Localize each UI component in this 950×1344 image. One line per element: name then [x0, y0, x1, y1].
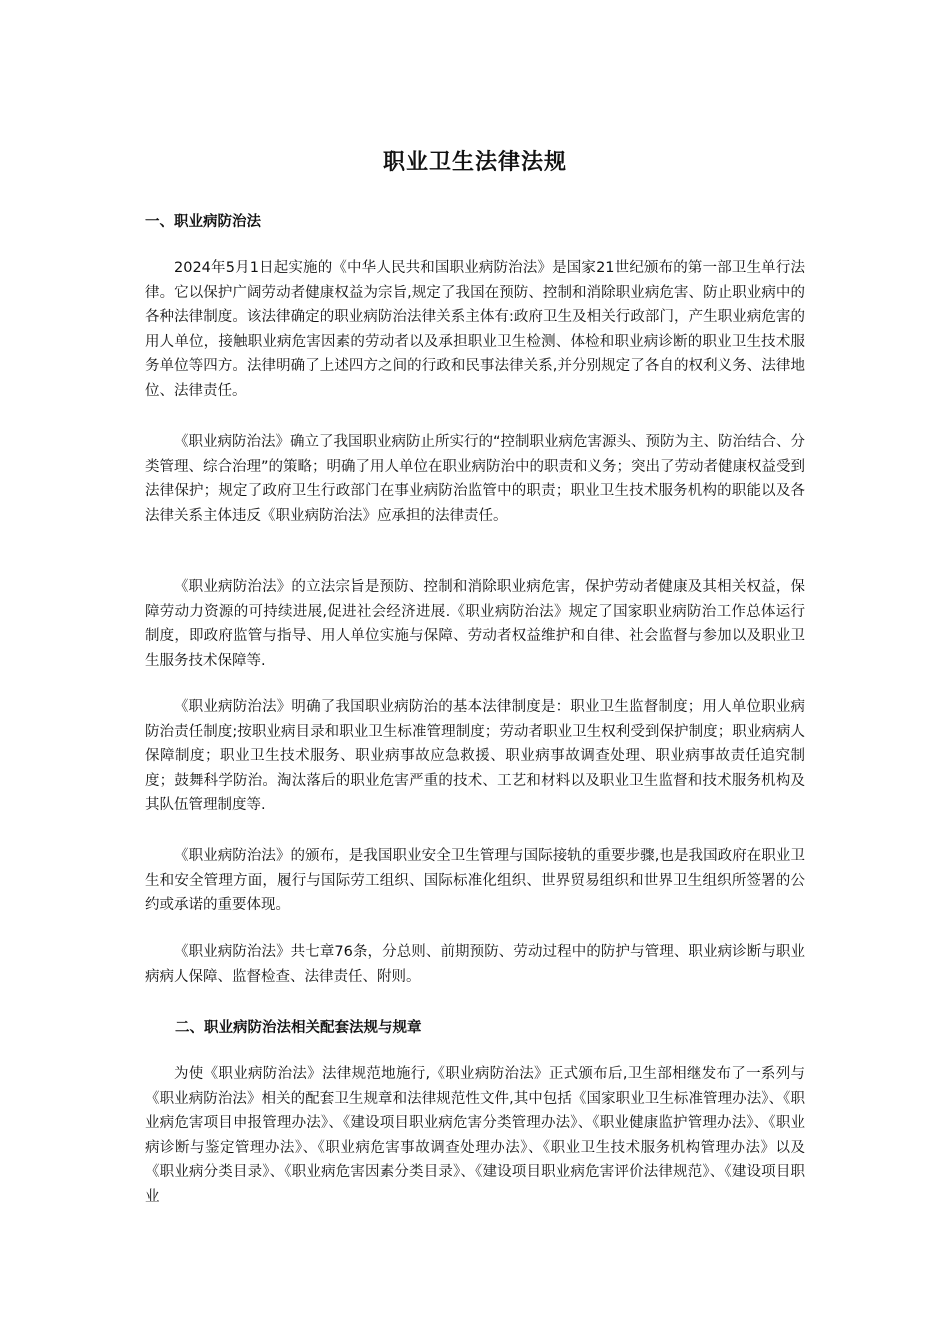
- section-heading-2: 二、职业病防治法相关配套法规与规章: [175, 1020, 422, 1036]
- paragraph: 《职业病防治法》明确了我国职业病防治的基本法律制度是：职业卫生监督制度；用人单位职业病防治责任制度;按职业病目录和职业卫生标准管理制度；劳动者职业卫生权利受到保护制度；职业病病人保障制度；职业卫生技术服务、职业病事故应急救援、职业病事故调查处理、职业病事故责任追究制度；鼓舞科学防治。淘汰落后的职业危害严重的技术、工艺和材料以及职业卫生监督和技术服务机构及其队伍管理制度等.: [145, 699, 805, 813]
- paragraph: 2024年5月1日起实施的《中华人民共和国职业病防治法》是国家21世纪颁布的第一部卫生单行法律。它以保护广阔劳动者健康权益为宗旨,规定了我国在预防、控制和消除职业病危害、防止职业病中的各种法律制度。该法律确定的职业病防治法律关系主体有:政府卫生及相关行政部门，产生职业病危害的用人单位，接触职业病危害因素的劳动者以及承担职业卫生检测、体检和职业病诊断的职业卫生技术服务单位等四方。法律明确了上述四方之间的行政和民事法律关系,并分别规定了各自的权利义务、法律地位、法律责任。: [145, 260, 805, 399]
- paragraph: 《职业病防治法》的立法宗旨是预防、控制和消除职业病危害，保护劳动者健康及其相关权益，保障劳动力资源的可持续进展,促进社会经济进展.《职业病防治法》规定了国家职业病防治工作总体运行制度，即政府监管与指导、用人单位实施与保障、劳动者权益维护和自律、社会监督与参加以及职业卫生服务技术保障等.: [145, 579, 805, 669]
- document-title: 职业卫生法律法规: [382, 150, 567, 175]
- paragraph: 《职业病防治法》确立了我国职业病防止所实行的“控制职业病危害源头、预防为主、防治结合、分类管理、综合治理”的策略；明确了用人单位在职业病防治中的职责和义务；突出了劳动者健康权益受到法律保护；规定了政府卫生行政部门在事业病防治监管中的职责；职业卫生技术服务机构的职能以及各法律关系主体违反《职业病防治法》应承担的法律责任。: [145, 434, 806, 524]
- section-heading-1: 一、职业病防治法: [145, 214, 261, 230]
- paragraph: 《职业病防治法》共七章76条，分总则、前期预防、劳动过程中的防护与管理、职业病诊断与职业病病人保障、监督检查、法律责任、附则。: [145, 944, 805, 985]
- paragraph: 为使《职业病防治法》法律规范地施行,《职业病防治法》正式颁布后,卫生部相继发布了一系列与《职业病防治法》相关的配套卫生规章和法律规范性文件,其中包括《国家职业卫生标准管理办法》、《职业病危害项目申报管理办法》、《建设项目职业病危害分类管理办法》、《职业健康监护管理办法》、《职业病诊断与鉴定管理办法》、《职业病危害事故调查处理办法》、《职业卫生技术服务机构管理办法》以及《职业病分类目录》、《职业病危害因素分类目录》、《建设项目职业病危害评价法律规范》、《建设项目职业: [145, 1066, 805, 1205]
- paragraph: 《职业病防治法》的颁布，是我国职业安全卫生管理与国际接轨的重要步骤,也是我国政府在职业卫生和安全管理方面，履行与国际劳工组织、国际标准化组织、世界贸易组织和世界卫生组织所签署的公约或承诺的重要体现。: [145, 848, 805, 913]
